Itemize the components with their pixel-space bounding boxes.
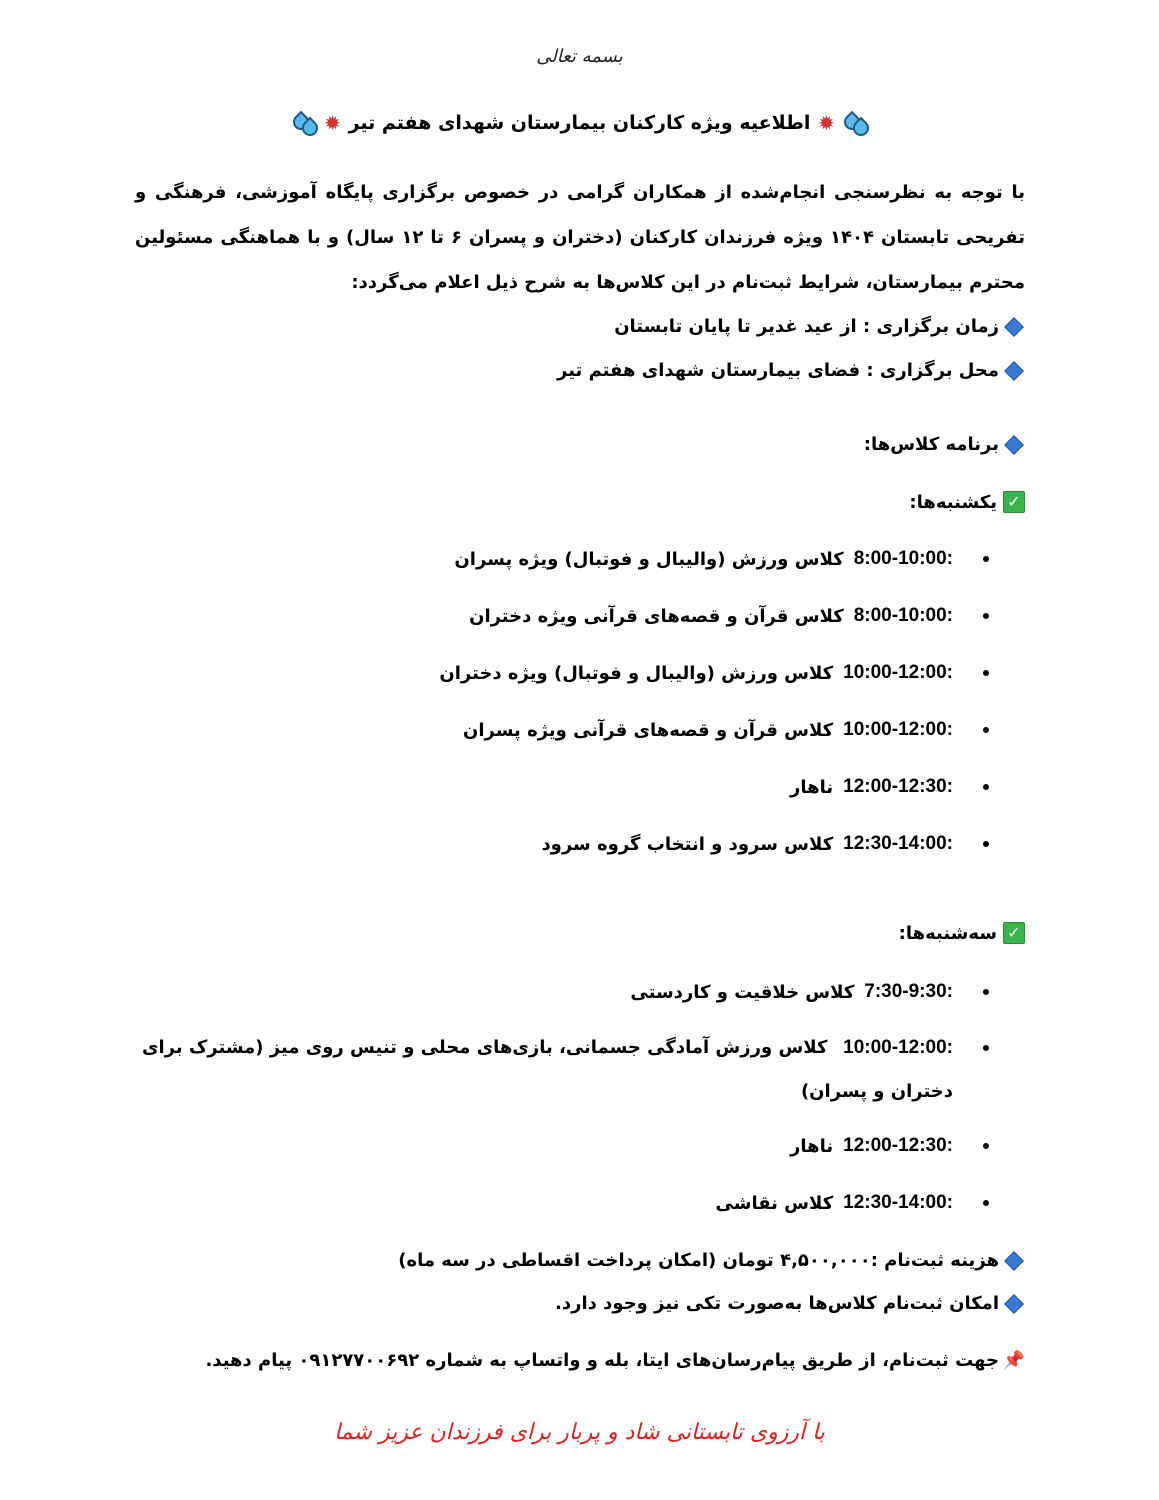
announcement-title xyxy=(0,112,1159,134)
item-activity: کلاس قرآن و قصه‌های قرآنی ویژه دختران xyxy=(469,605,844,627)
item-activity: کلاس ورزش آمادگی جسمانی، بازی‌های محلی و تنیس روی میز (مشترک برای دختران و پسران) xyxy=(141,1037,953,1102)
bullet-icon xyxy=(983,1143,989,1149)
anger-symbol-icon: ✹ xyxy=(818,111,835,135)
bullet-icon xyxy=(983,727,989,733)
bullet-icon xyxy=(983,613,989,619)
info-place-text: محل برگزاری : فضای بیمارستان شهدای هفتم تیر xyxy=(557,360,999,381)
list-item xyxy=(439,662,989,684)
list-item xyxy=(469,605,989,627)
pushpin-icon: 📌 xyxy=(1002,1349,1025,1371)
blue-diamond-icon xyxy=(1004,361,1024,381)
item-time: 12:30-14:00: xyxy=(843,1192,953,1213)
list-item xyxy=(454,548,989,570)
item-activity: کلاس نقاشی xyxy=(715,1192,834,1214)
intro-paragraph: با توجه به نظرسنجی انجام‌شده از همکاران گرامی در خصوص برگزاری پایگاه آموزشی، فرهنگی و تفریحی تابستان ۱۴۰۴ ویژه فرزندان کارکنان (دختران و پسران ۶ تا ۱۲ سال) و با هماهنگی مسئولین محترم بیمارستان، شرایط ثبت‌نام در این کلاس‌ها به شرح ذیل اعلام می‌گردد: xyxy=(135,182,1025,293)
item-time: 10:00-12:00: xyxy=(843,662,953,683)
item-time: 10:00-12:00: xyxy=(843,719,953,740)
single-registration-text: امکان ثبت‌نام کلاس‌ها به‌صورت تکی نیز وجود دارد. xyxy=(555,1293,999,1314)
sweat-drops-icon xyxy=(842,112,868,134)
list-item xyxy=(716,1192,989,1214)
item-activity: کلاس قرآن و قصه‌های قرآنی ویژه پسران xyxy=(463,719,834,741)
item-activity: کلاس ورزش (والیبال و فوتبال) ویژه دختران xyxy=(439,662,834,684)
info-time-text: زمان برگزاری : از عید غدیر تا پایان تابستان xyxy=(614,316,999,337)
green-check-icon: ✓ xyxy=(1003,491,1025,513)
bullet-icon xyxy=(983,1200,989,1206)
item-time: 7:30-9:30: xyxy=(864,981,953,1002)
contact-text: جهت ثبت‌نام، از طریق پیام‌رسان‌های ایتا، بله و واتساپ به شماره ۰۹۱۲۷۷۰۰۶۹۲ پیام دهید. xyxy=(205,1350,999,1371)
item-activity: ناهار xyxy=(790,1135,834,1157)
fee-text: هزینه ثبت‌نام :۴,۵۰۰,۰۰۰ تومان (امکان پرداخت اقساطی در سه ماه) xyxy=(398,1250,999,1271)
sunday-heading-text: یکشنبه‌ها: xyxy=(909,491,997,513)
item-time: 8:00-10:00: xyxy=(853,605,953,626)
green-check-icon: ✓ xyxy=(1003,922,1025,944)
blue-diamond-icon xyxy=(1004,317,1024,337)
item-activity: کلاس سرود و انتخاب گروه سرود xyxy=(541,833,834,855)
sunday-heading xyxy=(909,491,1025,513)
list-item xyxy=(630,981,989,1003)
item-time: 12:00-12:30: xyxy=(843,1135,953,1156)
bismillah-heading: بسمه تعالی xyxy=(536,46,623,67)
bullet-icon xyxy=(983,989,989,995)
bullet-icon xyxy=(983,556,989,562)
program-heading-text: برنامه کلاس‌ها: xyxy=(863,434,999,455)
blue-diamond-icon xyxy=(1004,1294,1024,1314)
list-item xyxy=(790,1135,989,1157)
item-time: 10:00-12:00: xyxy=(843,1037,953,1058)
sweat-drops-icon xyxy=(291,112,317,134)
bullet-icon xyxy=(983,784,989,790)
contact-line xyxy=(205,1350,1025,1371)
item-time: 12:00-12:30: xyxy=(843,776,953,797)
tuesday-heading xyxy=(899,922,1025,944)
blue-diamond-icon xyxy=(1004,435,1024,455)
fee-line xyxy=(398,1250,1025,1271)
program-heading xyxy=(864,434,1025,455)
info-time xyxy=(614,316,1025,337)
bullet-icon xyxy=(983,1045,989,1051)
list-item xyxy=(790,776,989,798)
info-place xyxy=(557,360,1025,381)
blue-diamond-icon xyxy=(1004,1251,1024,1271)
list-item xyxy=(463,719,989,741)
item-activity: کلاس ورزش (والیبال و فوتبال) ویژه پسران xyxy=(454,548,844,570)
bullet-icon xyxy=(983,841,989,847)
list-item xyxy=(139,1026,989,1114)
item-activity: کلاس خلاقیت و کاردستی xyxy=(630,981,855,1003)
item-time: 8:00-10:00: xyxy=(853,548,953,569)
item-activity: ناهار xyxy=(790,776,834,798)
title-text: اطلاعیه ویژه کارکنان بیمارستان شهدای هفتم تیر xyxy=(348,112,811,134)
bullet-icon xyxy=(983,670,989,676)
anger-symbol-icon: ✹ xyxy=(324,111,341,135)
tuesday-heading-text: سه‌شنبه‌ها: xyxy=(898,922,997,944)
item-time: 12:30-14:00: xyxy=(843,833,953,854)
single-registration-line xyxy=(555,1293,1025,1314)
footer-wish: با آرزوی تابستانی شاد و پربار برای فرزندان عزیز شما xyxy=(334,1420,825,1445)
list-item xyxy=(541,833,989,855)
